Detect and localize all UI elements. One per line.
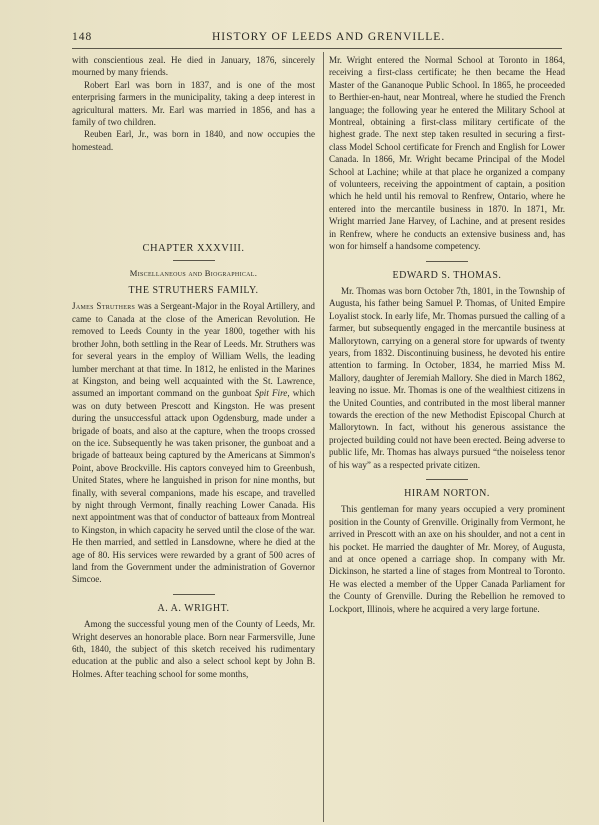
ship-name: Spit Fire [254,388,288,399]
left-column [72,54,315,680]
thomas-heading: EDWARD S. THOMAS. [392,269,502,281]
wright-paragraph: Among the successful young men of the County of Leeds, Mr. Wright deserves an honorable place. Born near Farmersville, June 6th, 1840, the subject of this sketch received his rudimentary education at the public and also a select school kept by John B. Holmes. After teaching school for some months, [72,619,315,679]
chapter-subtitle: Miscellaneous and Biographical. [129,267,258,278]
struthers-name: James Struthers [72,301,136,312]
wright-heading: A. A. WRIGHT. [157,602,230,614]
column-divider [323,52,324,822]
running-header [72,31,562,47]
struthers-paragraph: James Struthers was a Sergeant-Major in the Royal Artillery, and came to Canada at the close of the American Revolution. He removed to Leeds County in the year 1800, together with his brother John, both settling in the Rear of Leeds. Mr. Struthers was for several years in the employ of William Wells, the leading lumber merchant at that time. In 1812, he enlisted in the Marines at Kingston, and being well acquainted with the St. Lawrence, assumed an important command on the gunboat Spit Fire, which was on duty between Prescott and Kingston. He was present during the unsuccessful attack upon Ogdensburg, made under a brigade of boats, and also at the capture, when the troops crossed on the ice. Subsequently he was taken prisoner, the gunboat and a brigade of batteaux being captured by the Americans at Simmon's Point, above Brockville. His captors conveyed him to Greenbush, United States, where he languished in prison for nine months, but finally, with several companions, made his escape, and travelled by night through Vermont, finally reaching Lower Canada. His next appointment was that of conductor of batteaux from Montreal to Kingston, in which capacity he served until the close of the war. He then married, and settled in Lansdowne, where he died at the age of 80. His services were rewarded by a grant of 500 acres of land from the Government under the administration of Governor Simcoe. [72,301,315,585]
struthers-heading: THE STRUTHERS FAMILY. [128,285,259,297]
page-number: 148 [72,31,93,43]
earl-paragraph-3: Reuben Earl, Jr., was born in 1840, and now occupies the homestead. [72,129,315,152]
earl-paragraph-2: Robert Earl was born in 1837, and is one of the most enterprising farmers in the municipality, taking a deep interest in agricultural matters. Mr. Earl was married in 1856, and has a family of two children. [72,79,315,128]
wright-paragraph-continued: Mr. Wright entered the Normal School at Toronto in 1864, receiving a first-class certificate; he then became the Head Master of the Gananoque Public School. In 1865, he proceeded to Berthier-en-haut, near Montreal, where he studied the French language; the following year he entered the Military School at Montreal, obtaining a first-class military certificate of the highest grade. The next step taken resulted in securing a first-class Model School certificate for French and English for Lower Canada. In 1866, Mr. Wright became Principal of the Model School at Lachine; while at that place he organized a company of volunteers, receiving the appointment of captain, a position which he held until his removal to Renfrew, Ontario, where he entered into the mercantile business in 1870. In 1871, Mr. Wright married Jane Harvey, of Lachine, and at present resides in Renfrew, where he conducts an extensive business and, has won for himself a handsome competency. [329,55,565,252]
thomas-paragraph: Mr. Thomas was born October 7th, 1801, in the Township of Augusta, his father being Samuel P. Thomas, of United Empire Loyalist stock. In early life, Mr. Thomas pursued the calling of a farmer, but subsequently engaged in the mercantile business at Mallorytown, carrying on a general store for upwards of twenty years, from 1832. Discontinuing business, he devoted his entire attention to farming. In October, 1834, he married Miss M. Mallory, daughter of Jeremiah Mallory. She died in March 1862, leaving no issue. Mr. Thomas is one of the wealthiest citizens in the United Counties, and contributed in the most liberal manner towards the erection of the new Methodist Episcopal Church at Mallorytown. In fact, without his generous assistance the projected building could not have been erected. Being adverse to public life, Mr. Thomas has always pursued “the noiseless tenor of his way” as a respected private citizen. [329,285,565,470]
norton-heading: HIRAM NORTON. [404,488,490,499]
chapter-rule [173,260,215,261]
earl-paragraph-1: with conscientious zeal. He died in January, 1876, sincerely mourned by many friends. [72,55,315,78]
norton-paragraph: This gentleman for many years occupied a very prominent position in the County of Grenville. Originally from Vermont, he arrived in Prescott with an axe on his shoulder, and not a cent in his pocket. He married the daughter of Mr. Morey, of Augusta, and at once opened a carriage shop. In company with Mr. Dickinson, he started a line of stages from Montreal to Toronto. He was elected a member of the Upper Canada Parliament for the County of Grenville. During the Rebellion he removed to Lockport, Illinois, where he acquired a very large fortune. [329,504,565,614]
section-rule [426,261,468,262]
running-title: HISTORY OF LEEDS AND GRENVILLE. [212,31,446,43]
header-rule [72,48,562,49]
section-rule [173,594,215,595]
right-column [329,54,565,615]
chapter-heading: CHAPTER XXXVIII. [142,243,245,255]
section-rule [426,479,468,480]
